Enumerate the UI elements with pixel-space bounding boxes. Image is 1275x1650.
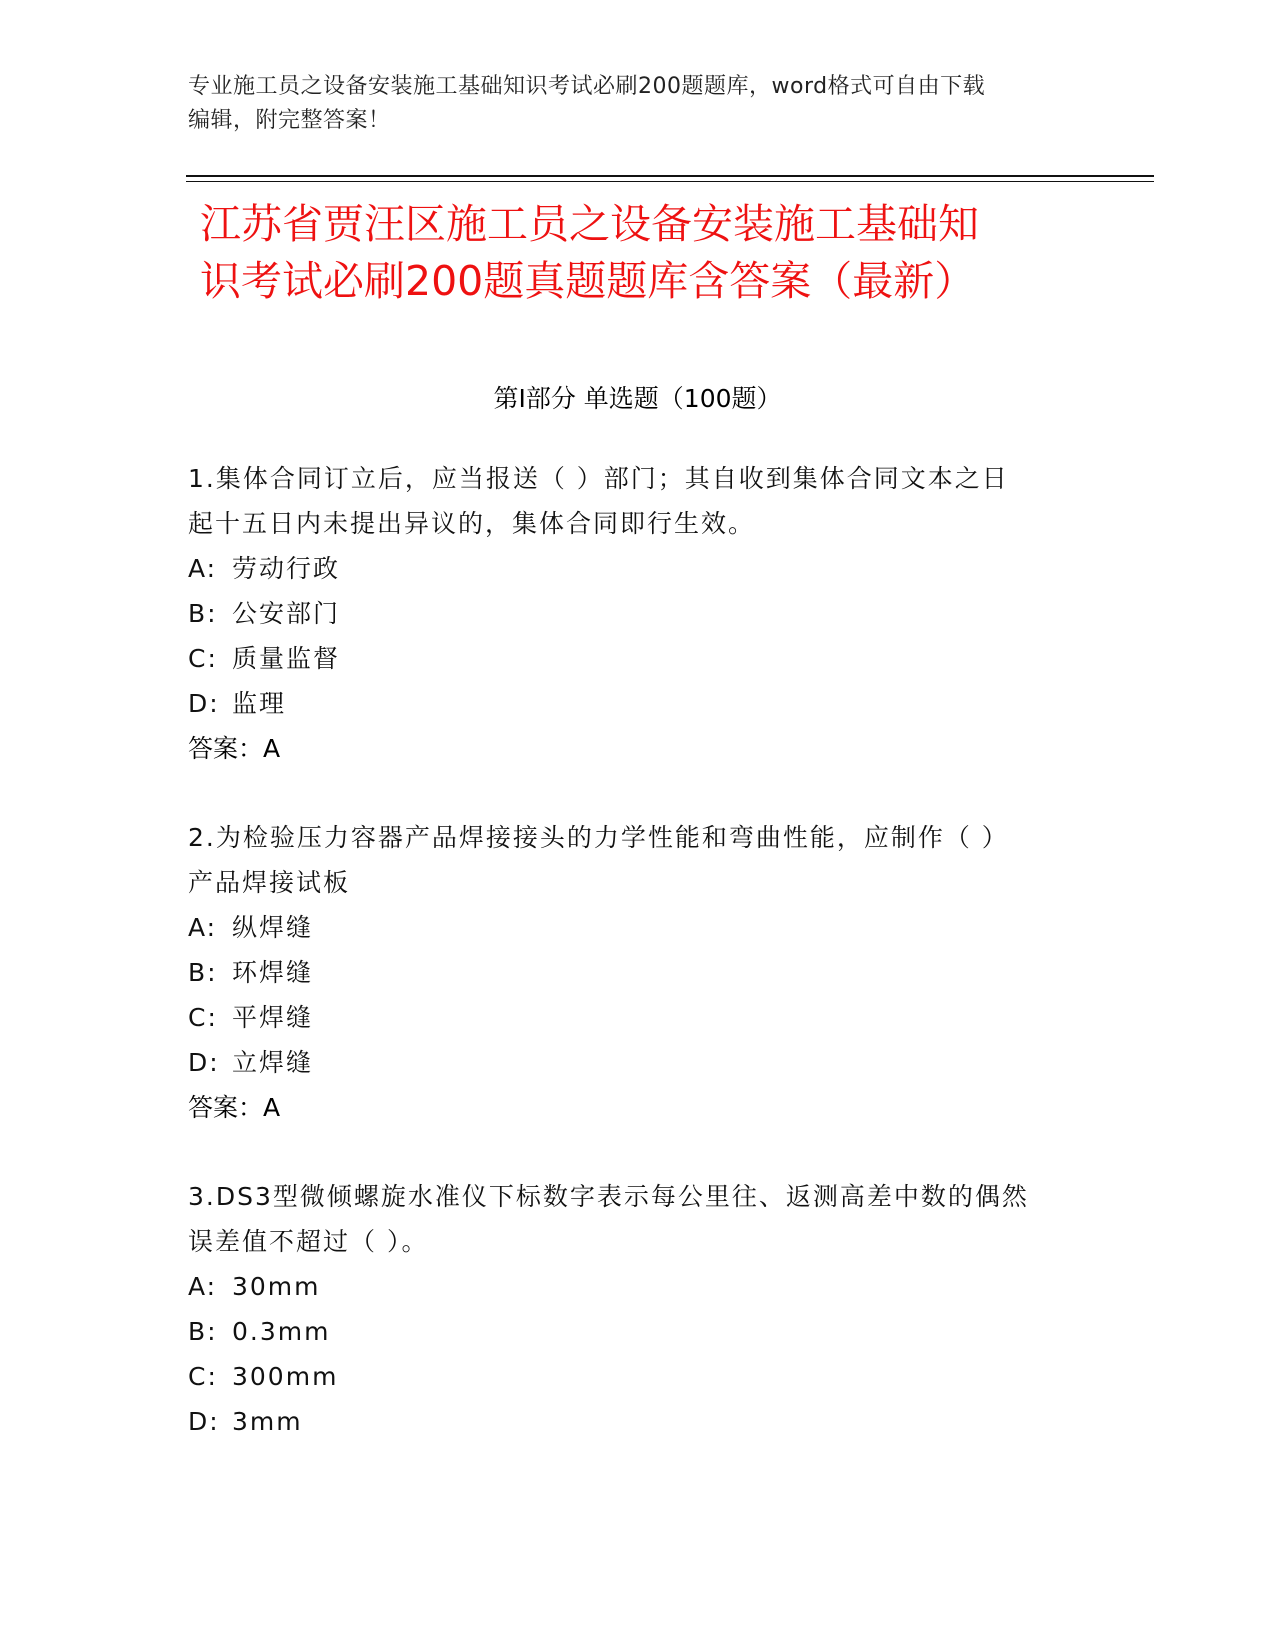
header-divider-thin [186, 181, 1154, 182]
option-text: 30mm [232, 1272, 321, 1301]
answer: 答案：A [188, 734, 281, 763]
option-c [188, 1354, 1088, 1399]
option-b [188, 591, 1088, 636]
option-text: 环焊缝 [232, 958, 314, 987]
option-d [188, 681, 1088, 726]
option-letter: A: [188, 1272, 218, 1301]
document-title-line-1: 江苏省贾汪区施工员之设备安装施工基础知 [200, 200, 979, 248]
document-title-line-2: 识考试必刷200题真题题库含答案（最新） [200, 257, 976, 305]
option-letter: A: [188, 913, 218, 942]
option-text: 300mm [232, 1362, 339, 1391]
option-letter: D: [188, 1407, 220, 1436]
option-letter: B: [188, 599, 218, 628]
question-text-line-1: 1.集体合同订立后，应当报送（ ）部门；其自收到集体合同文本之日 [188, 464, 1009, 493]
option-text: 0.3mm [232, 1317, 331, 1346]
option-letter: C: [188, 1003, 218, 1032]
option-b [188, 1309, 1088, 1354]
option-b [188, 950, 1088, 995]
option-text: 监理 [232, 689, 287, 718]
option-d [188, 1040, 1088, 1085]
option-a [188, 546, 1088, 591]
question-text-line-1: 2.为检验压力容器产品焊接接头的力学性能和弯曲性能，应制作（ ） [188, 823, 1009, 852]
option-c [188, 636, 1088, 681]
question-text-line-2: 产品焊接试板 [188, 868, 351, 897]
option-c [188, 995, 1088, 1040]
question-1 [188, 456, 1088, 771]
option-text: 纵焊缝 [232, 913, 314, 942]
option-text: 劳动行政 [232, 554, 341, 583]
document-header [188, 70, 1088, 138]
option-letter: D: [188, 1048, 220, 1077]
option-text: 质量监督 [232, 644, 341, 673]
option-letter: C: [188, 1362, 218, 1391]
question-3 [188, 1174, 1088, 1444]
question-text-line-2: 起十五日内未提出异议的，集体合同即行生效。 [188, 509, 756, 538]
document-title [200, 196, 1100, 310]
option-letter: B: [188, 958, 218, 987]
option-letter: C: [188, 644, 218, 673]
option-letter: B: [188, 1317, 218, 1346]
option-a [188, 905, 1088, 950]
option-text: 平焊缝 [232, 1003, 314, 1032]
question-text-line-2: 误差值不超过（ ）。 [188, 1227, 429, 1256]
option-letter: D: [188, 689, 220, 718]
option-text: 立焊缝 [232, 1048, 314, 1077]
question-text-line-1: 3.DS3型微倾螺旋水准仪下标数字表示每公里往、返测高差中数的偶然 [188, 1182, 1029, 1211]
header-divider-thick [186, 175, 1154, 177]
option-a [188, 1264, 1088, 1309]
option-letter: A: [188, 554, 218, 583]
question-2 [188, 815, 1088, 1130]
header-line-2: 编辑，附完整答案！ [188, 108, 391, 133]
section-title: 第Ⅰ部分 单选题（100题） [493, 384, 782, 413]
answer: 答案：A [188, 1093, 281, 1122]
option-d [188, 1399, 1088, 1444]
option-text: 3mm [232, 1407, 303, 1436]
header-line-1: 专业施工员之设备安装施工基础知识考试必刷200题题库，word格式可自由下载 [188, 74, 986, 99]
option-text: 公安部门 [232, 599, 341, 628]
